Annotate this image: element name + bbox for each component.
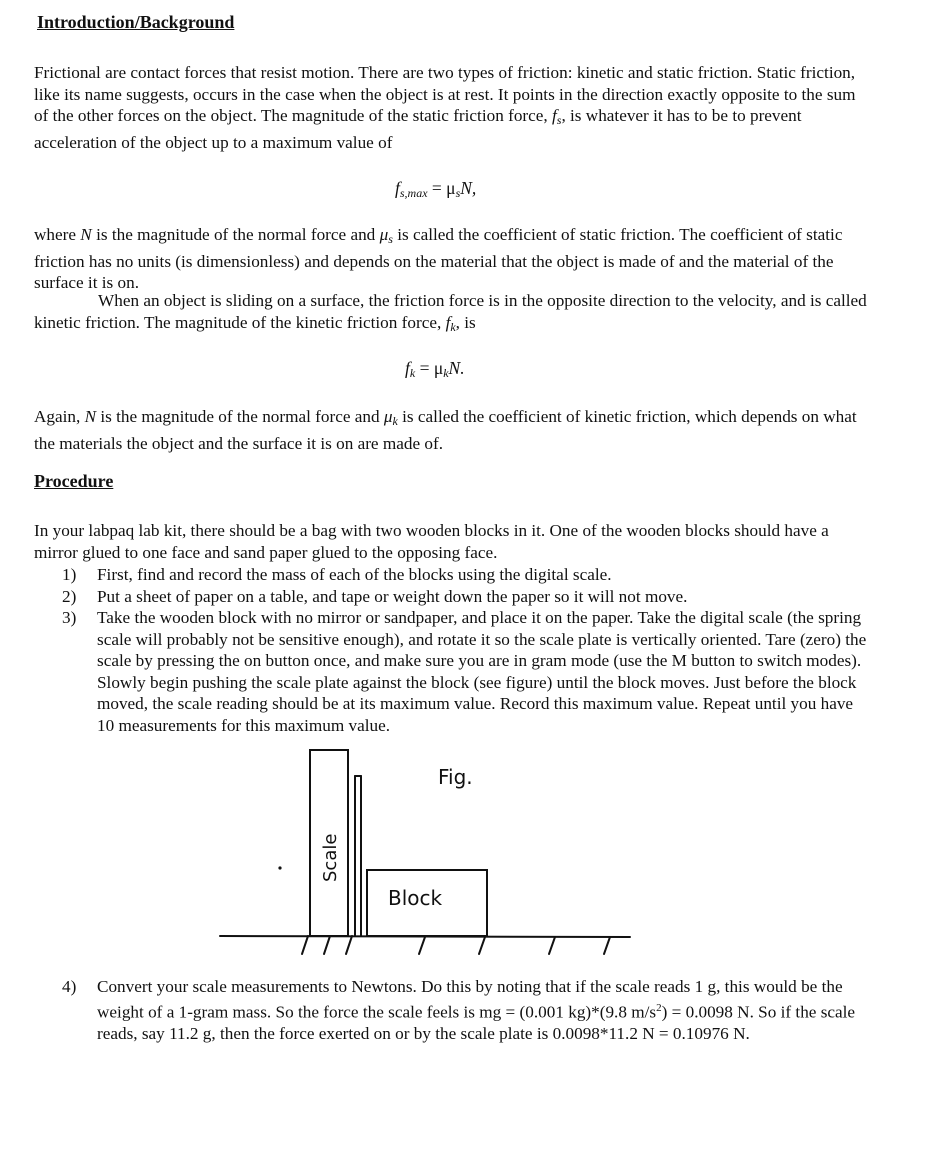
list-item: 4) Convert your scale measurements to Newtons. Do this by noting that if the scale reads 1 g, this would be the weight of a 1-gram mass. So the force the scale feels is mg = (0.001 kg)*(9.8 $m/s^2) = 0.0098$ N. So if the scale reads, say 11.2 g, then the force exerted on or by the scale plate is 0.0098*11.2 N = 0.10976 N. — [62, 977, 856, 1043]
static-friction-equation: $f_{s,max} = \mu_sN$, — [395, 178, 477, 200]
kinetic-friction-equation: $f_k = \mu_kN$. — [405, 358, 465, 380]
hatch-mark — [549, 937, 555, 954]
list-item: 3) Take the wooden block with no mirror or sandpaper, and place it on the paper. Take the digital scale (the spring scale will probably not be sensitive enough), and rotate it so the scale plate is vertically oriented. Tare (zero) the scale by pressing the on button once, and make sure you are in gram mode (use the M button to switch modes). Slowly begin pushing the scale plate against the block (see figure) until the block moves. Just before the block moved, the scale reading should be at its maximum value. Record this maximum value. Repeat until you have 10 measurements for this maximum value. — [62, 608, 867, 735]
hatch-mark — [419, 937, 425, 954]
procedure-intro: In your labpaq lab kit, there should be a bag with two wooden blocks in it. One of the wooden blocks should have a mirror glued to one face and sand paper glued to the opposing face. — [34, 521, 829, 562]
list-item: 1) First, find and record the mass of each of the blocks using the digital scale. — [62, 565, 612, 584]
friction-setup-figure — [210, 742, 640, 962]
intro-paragraph-3: When an object is sliding on a surface, the friction force is in the opposite direction to the velocity, and is called kinetic friction. The magnitude of the kinetic friction force, $f_k$, is — [34, 291, 867, 334]
intro-heading: Introduction/Background — [37, 12, 235, 32]
intro-paragraph-4: Again, N is the magnitude of the normal force and $\mu_k$ is called the coefficient of kinetic friction, which depends on what the materials the object and the surface it is on are made of. — [34, 407, 857, 453]
procedure-steps — [34, 564, 872, 736]
hatch-mark — [479, 937, 485, 954]
hatch-mark — [302, 936, 308, 954]
intro-paragraph-2: where N is the magnitude of the normal force and $\mu_s$ is called the coefficient of static friction. The coefficient of static friction has no units (is dimensionless) and depends on the material that the object is made of and the material of the surface it is on. — [34, 225, 843, 292]
procedure-steps-continued — [34, 976, 872, 1044]
block-label: Block — [388, 886, 443, 910]
hatch-mark — [324, 936, 330, 954]
stray-dot — [278, 866, 281, 869]
figure-caption: Fig. — [438, 765, 473, 789]
hatch-mark — [346, 936, 352, 954]
scale-label: Scale — [320, 833, 341, 882]
procedure-heading: Procedure — [34, 471, 114, 491]
list-item: 2) Put a sheet of paper on a table, and tape or weight down the paper so it will not move. — [62, 586, 688, 606]
hatch-mark — [604, 937, 610, 954]
intro-paragraph-1: Frictional are contact forces that resist motion. There are two types of friction: kinetic and static friction. Static friction, like its name suggests, occurs in the case when the object is at rest. It points in the direction exactly opposite to the sum of the other forces on the object. The magnitude of the static friction force, $f_s$, is whatever it has to be to prevent acceleration of the object up to a maximum value of — [34, 63, 856, 152]
